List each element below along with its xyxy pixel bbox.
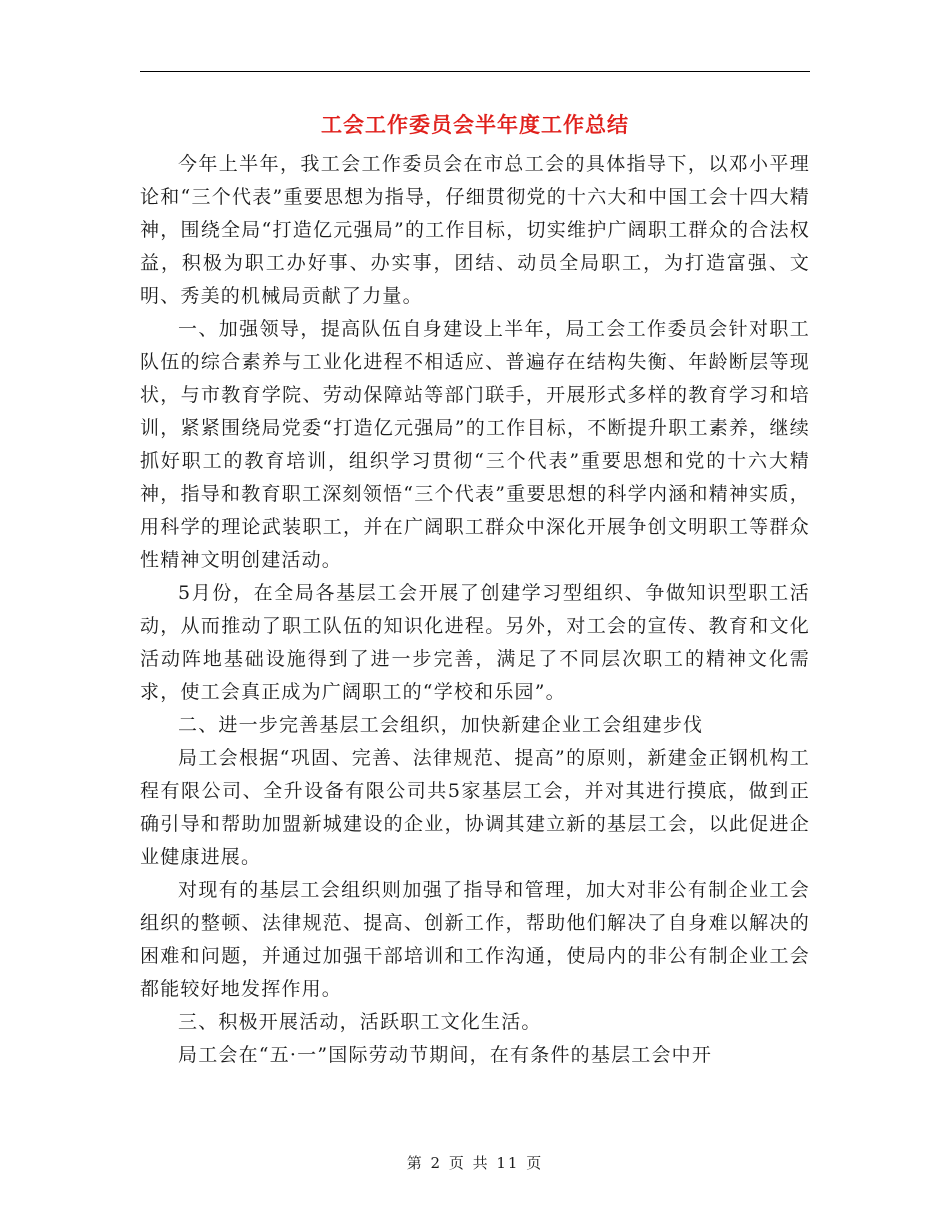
section-heading-3: 三、积极开展活动，活跃职工文化生活。 [178,1011,542,1033]
header-rule [140,71,810,72]
paragraph-new-unions: 局工会根据“巩固、完善、法律规范、提高”的原则，新建金正钢机构工程有限公司、全升设备有限公司共5家基层工会，并对其进行摸底，做到正确引导和帮助加盟新城建设的企业，协调其建立新的基层工会，以此促进企业健康进展。 [140,747,810,868]
paragraph-existing-unions: 对现有的基层工会组织则加强了指导和管理，加大对非公有制企业工会组织的整顿、法律规范、提高、创新工作，帮助他们解决了自身难以解决的困难和问题，并通过加强干部培训和工作沟通，使局内的非公有制企业工会都能较好地发挥作用。 [140,879,810,1000]
paragraph-may-activities: 5月份，在全局各基层工会开展了创建学习型组织、争做知识型职工活动，从而推动了职工队伍的知识化进程。另外，对工会的宣传、教育和文化活动阵地基础设施得到了进一步完善，满足了不同层次职工的精神文化需求，使工会真正成为广阔职工的“学校和乐园”。 [140,582,810,703]
paragraph-may-day: 局工会在“五·一”国际劳动节期间，在有条件的基层工会中开 [178,1044,713,1066]
document-title: 工会工作委员会半年度工作总结 [321,113,629,137]
paragraph-intro: 今年上半年，我工会工作委员会在市总工会的具体指导下，以邓小平理论和“三个代表”重要思想为指导，仔细贯彻党的十六大和中国工会十四大精神，围绕全局“打造亿元强局”的工作目标，切实维护广阔职工群众的合法权益，积极为职工办好事、办实事，团结、动员全局职工，为打造富强、文明、秀美的机械局贡献了力量。 [140,153,810,307]
section-heading-2: 二、进一步完善基层工会组织，加快新建企业工会组建步伐 [178,714,704,736]
paragraph-section-1: 一、加强领导，提高队伍自身建设上半年，局工会工作委员会针对职工队伍的综合素养与工业化进程不相适应、普遍存在结构失衡、年龄断层等现状，与市教育学院、劳动保障站等部门联手，开展形式多样的教育学习和培训，紧紧围绕局党委“打造亿元强局”的工作目标，不断提升职工素养，继续抓好职工的教育培训，组织学习贯彻“三个代表”重要思想和党的十六大精神，指导和教育职工深刻领悟“三个代表”重要思想的科学内涵和精神实质，用科学的理论武装职工，并在广阔职工群众中深化开展争创文明职工等群众性精神文明创建活动。 [140,318,810,571]
document-body [140,148,810,1072]
page-number-footer: 第 2 页 共 11 页 [406,1154,544,1172]
